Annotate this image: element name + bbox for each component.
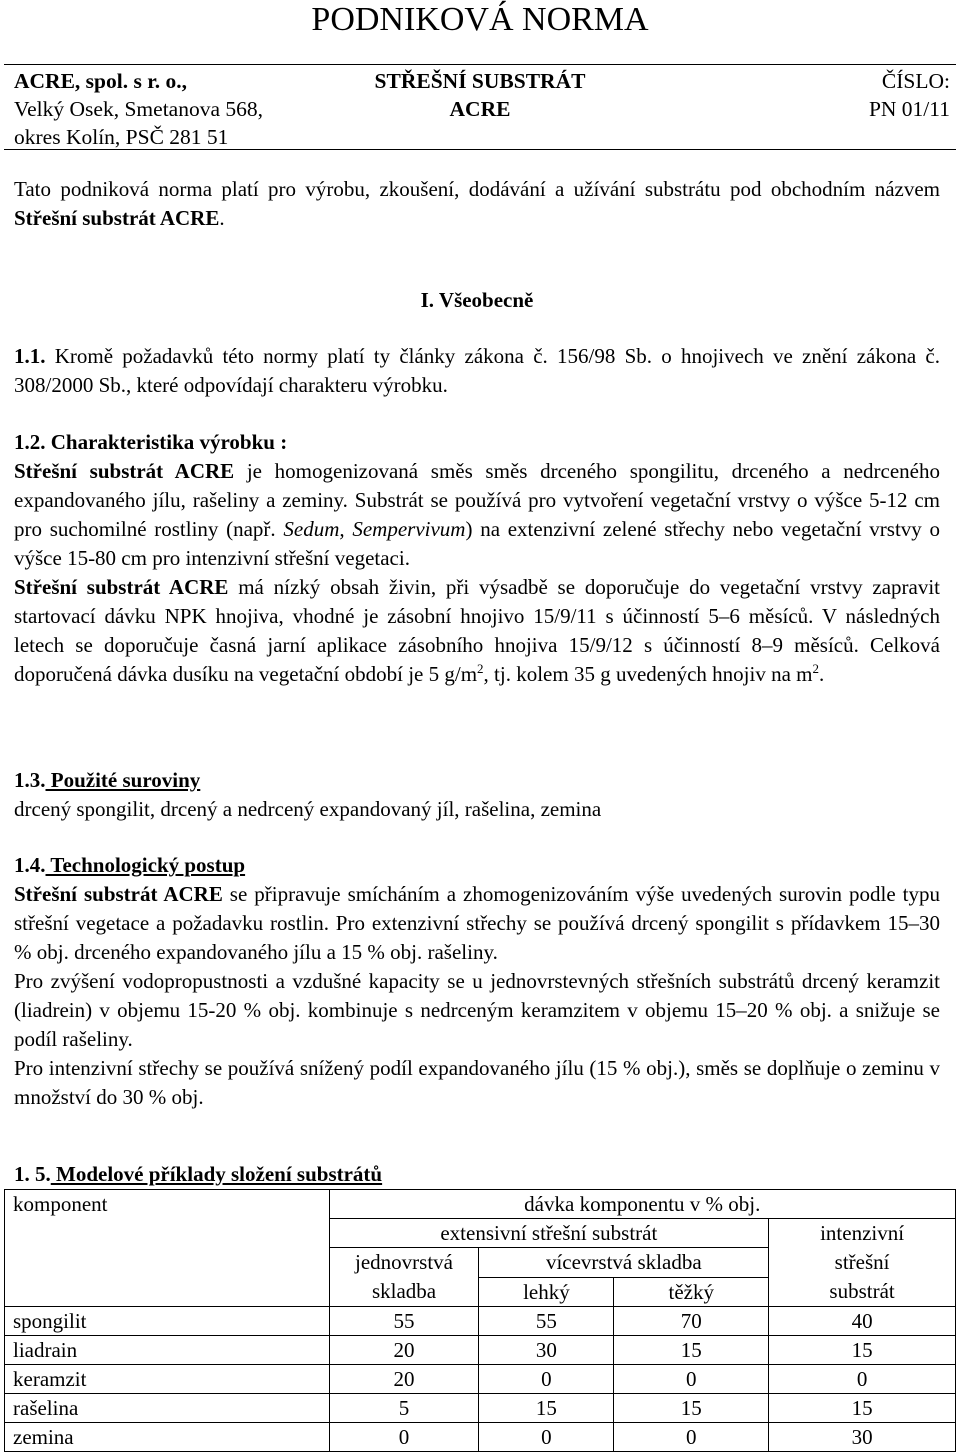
header-intensive-1: intenzivní <box>820 1221 905 1245</box>
s15-num: 1. 5. <box>14 1162 51 1186</box>
section-1-2 <box>14 428 940 689</box>
table-row <box>5 1365 956 1394</box>
composition-table <box>4 1189 956 1452</box>
header-single-2: skladba <box>371 1279 437 1303</box>
intro-text: Tato podniková norma platí pro výrobu, zkoušení, dodávání a užívání substrátu pod obchodním názvem <box>14 177 940 201</box>
s13-num: 1.3. <box>14 768 46 792</box>
cell-heavy: 70 <box>614 1307 769 1336</box>
cell-heavy: 0 <box>614 1365 769 1394</box>
section-1-1-text: Kromě požadavků této normy platí ty články zákona č. 156/98 Sb. o hnojivech ve znění zákona č. 308/2000 Sb., které odpovídají charakteru výrobku. <box>14 344 940 397</box>
product-line-1: STŘEŠNÍ SUBSTRÁT <box>374 69 586 93</box>
cell-single: 5 <box>329 1394 479 1423</box>
company-name: ACRE, spol. s r. o., <box>14 69 188 93</box>
section-1-3-heading <box>14 766 940 795</box>
section-1-2-paragraph-1 <box>14 457 940 573</box>
intro-end: . <box>219 206 225 230</box>
section-1-4 <box>14 851 940 1112</box>
s12-p2-product-name: Střešní substrát ACRE <box>14 575 229 599</box>
document-title: PODNIKOVÁ NORMA <box>311 1 649 38</box>
cell-intensive: 40 <box>769 1307 956 1336</box>
header-intensive-3: substrát <box>829 1279 895 1303</box>
number-label: ČÍSLO: <box>881 69 950 93</box>
s12-p2-text: má nízký obsah živin, při výsadbě se doporučuje do vegetační vrstvy zapravit startovací dávku NPK hnojiva, vhodné je zásobní hnojivo 15/9/11 s účinností 5–6 měsíců. V následných letech se doporučuje časná jarní aplikace zásobního hnojiva 15/9/12 s účinností 8–9 měsíců. Celková doporučená dávka dusíku na vegetační období je 5 g/m <box>14 575 940 686</box>
s12-p2-end: . <box>819 662 825 686</box>
product-info <box>4 67 956 123</box>
norm-number <box>869 67 950 123</box>
header-dose: dávka komponentu v % obj. <box>329 1190 955 1219</box>
section-1-1 <box>14 342 940 400</box>
cell-light: 55 <box>479 1307 614 1336</box>
s14-heading-text: Technologický postup <box>45 853 246 877</box>
s12-p1-italic: Sedum, Sempervivum <box>283 517 466 541</box>
header-single-layer <box>329 1248 479 1307</box>
row-name: rašelina <box>5 1394 330 1423</box>
company-address: Velký Osek, Smetanova 568, <box>14 97 264 121</box>
row-name: spongilit <box>5 1307 330 1336</box>
header-multi-layer: vícevrstvá skladba <box>479 1248 769 1278</box>
table-row <box>5 1423 956 1452</box>
s12-sup-1: 2 <box>477 661 484 676</box>
s12-sup-2: 2 <box>812 661 819 676</box>
section-1-4-paragraph-2: Pro zvýšení vodopropustnosti a vzdušné kapacity se u jednovrstevných střešních substrátů drcený keramzit (liadrein) v objemu 15-20 % obj. kombinuje s nedrceným keramzitem v objemu 15–20 % obj. a snižuje se podíl rašeliny. <box>14 969 940 1051</box>
cell-light: 15 <box>479 1394 614 1423</box>
header-single-1: jednovrstvá <box>355 1250 454 1274</box>
table-header-row-1 <box>5 1190 956 1219</box>
header-heavy: těžký <box>614 1277 769 1307</box>
s15-heading-text: Modelové příklady složení substrátů <box>50 1162 383 1186</box>
header-light: lehký <box>479 1277 614 1307</box>
cell-light: 0 <box>479 1365 614 1394</box>
s12-p2-mid: , tj. kolem 35 g uvedených hnojiv na m <box>483 662 813 686</box>
s13-heading-text: Použité suroviny <box>45 768 201 792</box>
section-1-2-heading: 1.2. Charakteristika výrobku : <box>14 430 288 454</box>
company-district: okres Kolín, PSČ 281 51 <box>14 125 229 149</box>
cell-light: 30 <box>479 1336 614 1365</box>
section-1-3 <box>14 766 940 824</box>
s14-p1: se připravuje smícháním a zhomogenizováním výše uvedených surovin podle typu střešní vegetace a požadavku rostlin. Pro extenzivní střechy se používá drcený spongilit s přídavkem 15–30 % obj. drceného expandovaného jílu a 15 % obj. rašeliny. <box>14 882 940 964</box>
cell-heavy: 15 <box>614 1336 769 1365</box>
section-1-3-text: drcený spongilit, drcený a nedrcený expandovaný jíl, rašelina, zemina <box>14 797 602 821</box>
intro-product-name: Střešní substrát ACRE <box>14 206 220 230</box>
header-intensive-2: střešní <box>834 1250 890 1274</box>
cell-single: 20 <box>329 1365 479 1394</box>
section-1-title: I. Všeobecně <box>420 288 534 312</box>
row-name: zemina <box>5 1423 330 1452</box>
section-1-1-heading: 1.1. <box>14 344 46 368</box>
s12-p1-end: ) na extenzivní zelené střechy nebo vegetační vrstvy o výšce 15-80 cm pro intenzivní střešní vegetaci. <box>14 517 941 570</box>
row-name: keramzit <box>5 1365 330 1394</box>
cell-single: 0 <box>329 1423 479 1452</box>
cell-single: 55 <box>329 1307 479 1336</box>
section-1-4-paragraph-3: Pro intenzivní střechy se používá snížený podíl expandovaného jílu (15 % obj.), směs se doplňuje o zeminu v množství do 30 % obj. <box>14 1056 940 1109</box>
section-1-2-paragraph-2 <box>14 573 940 689</box>
table-row <box>5 1307 956 1336</box>
intro-paragraph <box>14 175 940 233</box>
cell-heavy: 0 <box>614 1423 769 1452</box>
section-1-5-heading <box>14 1160 940 1189</box>
s12-p1-text: je homogenizovaná směs směs drceného spongilitu, drceného a nedrceného expandovaného jílu, rašeliny a zeminy. Substrát se používá pro vytvoření vegetační vrstvy o výšce 5-12 cm pro suchomilné rostliny (např. <box>14 459 940 541</box>
s12-product-name: Střešní substrát ACRE <box>14 459 235 483</box>
header-box <box>4 64 956 150</box>
section-1-4-heading <box>14 851 940 880</box>
cell-single: 20 <box>329 1336 479 1365</box>
product-line-2: ACRE <box>449 97 511 121</box>
cell-intensive: 15 <box>769 1394 956 1423</box>
number-value: PN 01/11 <box>868 97 950 121</box>
cell-light: 0 <box>479 1423 614 1452</box>
row-name: liadrain <box>5 1336 330 1365</box>
header-extensive: extensivní střešní substrát <box>329 1219 769 1248</box>
header-component: komponent <box>5 1190 330 1307</box>
cell-heavy: 15 <box>614 1394 769 1423</box>
cell-intensive: 15 <box>769 1336 956 1365</box>
header-intensive <box>769 1219 956 1307</box>
section-1-4-paragraph-1 <box>14 880 940 967</box>
s14-product-name: Střešní substrát ACRE <box>14 882 223 906</box>
cell-intensive: 30 <box>769 1423 956 1452</box>
table-row <box>5 1394 956 1423</box>
cell-intensive: 0 <box>769 1365 956 1394</box>
s14-num: 1.4. <box>14 853 46 877</box>
table-row <box>5 1336 956 1365</box>
